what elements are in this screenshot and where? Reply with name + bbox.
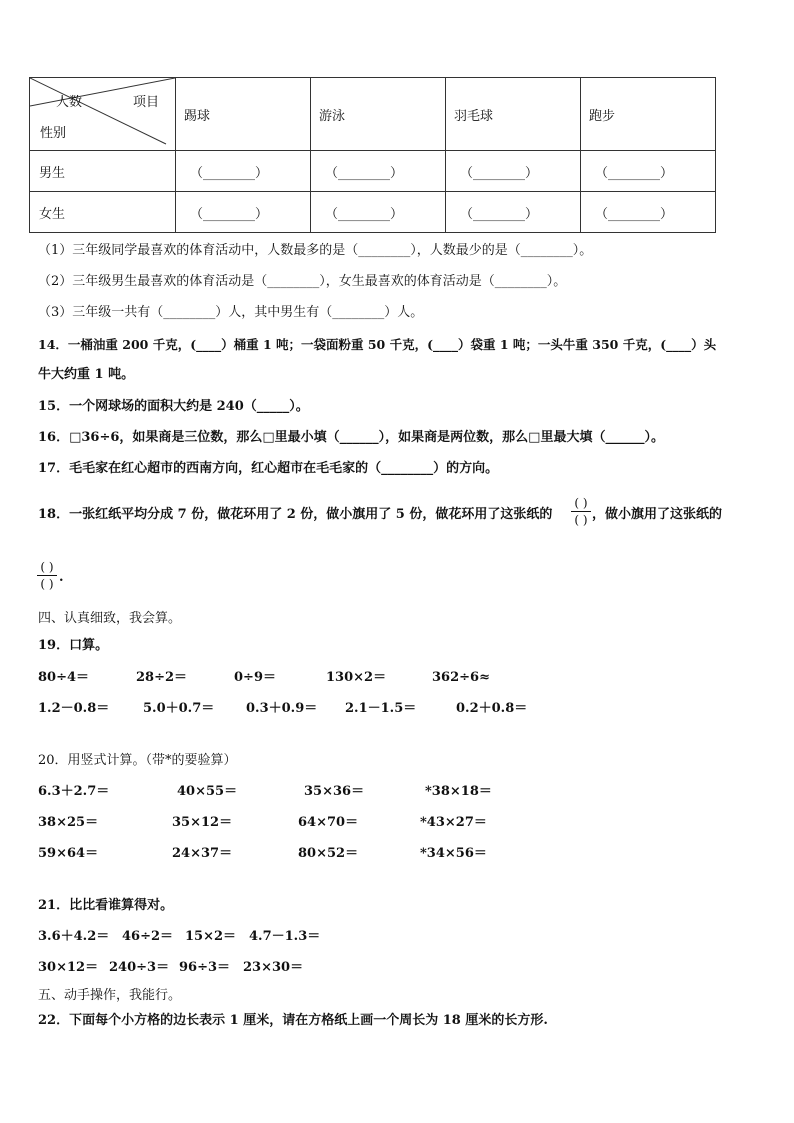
q19-item: 1.2－0.8＝ [38, 701, 110, 716]
q18-mid: ，做小旗用了这张纸的 [592, 507, 723, 522]
q18-end: . [59, 570, 64, 585]
q21-item: 30×12＝ [38, 960, 99, 975]
q22-text: 22．下面每个小方格的边长表示 1 厘米，请在方格纸上画一个周长为 18 厘米的长方形. [38, 1013, 548, 1028]
q19-item: 0÷9＝ [234, 670, 276, 685]
q20-item: 80×52＝ [298, 846, 359, 861]
q20-item: 59×64＝ [38, 846, 99, 861]
q18-line-1: 18．一张红纸平均分成 7 份，做花环用了 2 份，做小旗用了 5 份，做花环用了这张纸的 [38, 507, 553, 522]
q17-text: 17．毛毛家在红心超市的西南方向，红心超市在毛毛家的（________）的方向。 [38, 461, 499, 476]
q14-line-2: 牛大约重 1 吨。 [38, 367, 135, 382]
q20-item: *43×27＝ [420, 815, 487, 830]
q16-text: 16．□36÷6，如果商是三位数，那么□里最小填（______），如果商是两位数，那么□里最大填（______）。 [38, 430, 664, 445]
q21-item: 15×2＝ [185, 929, 237, 944]
answer-blank: （________） [311, 151, 446, 192]
q19-item: 28÷2＝ [136, 670, 188, 685]
q13-part-3: （3）三年级一共有（________）人，其中男生有（________）人。 [38, 305, 424, 320]
table-row [30, 192, 716, 233]
row-header: 男生 [30, 151, 176, 192]
q21-title: 21．比比看谁算得对。 [38, 898, 174, 913]
q20-item: 64×70＝ [298, 815, 359, 830]
answer-blank: （________） [446, 192, 581, 233]
fraction-blank-2 [37, 560, 57, 591]
section-5-heading: 五、动手操作，我能行。 [38, 988, 182, 1003]
q19-item: 5.0＋0.7＝ [143, 701, 215, 716]
q20-item: 40×55＝ [177, 784, 238, 799]
diagonal-header-cell [30, 78, 176, 151]
q20-item: *38×18＝ [425, 784, 492, 799]
q19-item: 130×2＝ [326, 670, 387, 685]
q19-title: 19．口算。 [38, 638, 109, 653]
q21-item: 46÷2＝ [122, 929, 174, 944]
row-header: 女生 [30, 192, 176, 233]
answer-blank: （________） [176, 151, 311, 192]
q19-item: 0.3＋0.9＝ [246, 701, 318, 716]
section-4-heading: 四、认真细致，我会算。 [38, 611, 182, 626]
q19-item: 80÷4＝ [38, 670, 90, 685]
diag-label-items: 项目 [133, 95, 160, 110]
q15-text: 15．一个网球场的面积大约是 240（_____）。 [38, 399, 309, 414]
q21-item: 96÷3＝ [179, 960, 231, 975]
q21-item: 240÷3＝ [109, 960, 170, 975]
answer-blank: （________） [581, 192, 716, 233]
answer-blank: （________） [581, 151, 716, 192]
q20-item: *34×56＝ [420, 846, 487, 861]
q20-item: 24×37＝ [172, 846, 233, 861]
q19-item: 2.1－1.5＝ [345, 701, 417, 716]
fraction-numerator: ( ) [574, 496, 588, 510]
diag-label-gender: 性别 [40, 126, 67, 141]
q20-item: 38×25＝ [38, 815, 99, 830]
diag-label-people: 人数 [56, 95, 83, 110]
fraction-numerator: ( ) [40, 560, 54, 574]
q13-part-2: （2）三年级男生最喜欢的体育活动是（________），女生最喜欢的体育活动是（________）。 [38, 274, 567, 289]
q19-item: 0.2＋0.8＝ [456, 701, 528, 716]
column-header: 踢球 [176, 78, 311, 151]
q19-item: 362÷6≈ [432, 670, 490, 685]
q20-item: 35×12＝ [172, 815, 233, 830]
q21-item: 23×30＝ [243, 960, 304, 975]
survey-table [29, 77, 716, 233]
fraction-denominator: ( ) [40, 577, 54, 591]
answer-blank: （________） [311, 192, 446, 233]
q20-item: 6.3＋2.7＝ [38, 784, 110, 799]
column-header: 游泳 [311, 78, 446, 151]
fraction-blank-1 [571, 496, 591, 527]
q14-line-1: 14．一桶油重 200 千克，(____）桶重 1 吨；一袋面粉重 50 千克，(____）袋重 1 吨；一头牛重 350 千克，(____）头 [38, 337, 717, 352]
answer-blank: （________） [446, 151, 581, 192]
fraction-denominator: ( ) [574, 513, 588, 527]
q21-item: 3.6＋4.2＝ [38, 929, 110, 944]
q20-item: 35×36＝ [304, 784, 365, 799]
q20-title: 20．用竖式计算。（带*的要验算） [38, 753, 237, 768]
column-header: 跑步 [581, 78, 716, 151]
q13-part-1: （1）三年级同学最喜欢的体育活动中，人数最多的是（________），人数最少的是（________）。 [38, 243, 593, 258]
table-row [30, 151, 716, 192]
column-header: 羽毛球 [446, 78, 581, 151]
q21-item: 4.7－1.3＝ [249, 929, 321, 944]
answer-blank: （________） [176, 192, 311, 233]
